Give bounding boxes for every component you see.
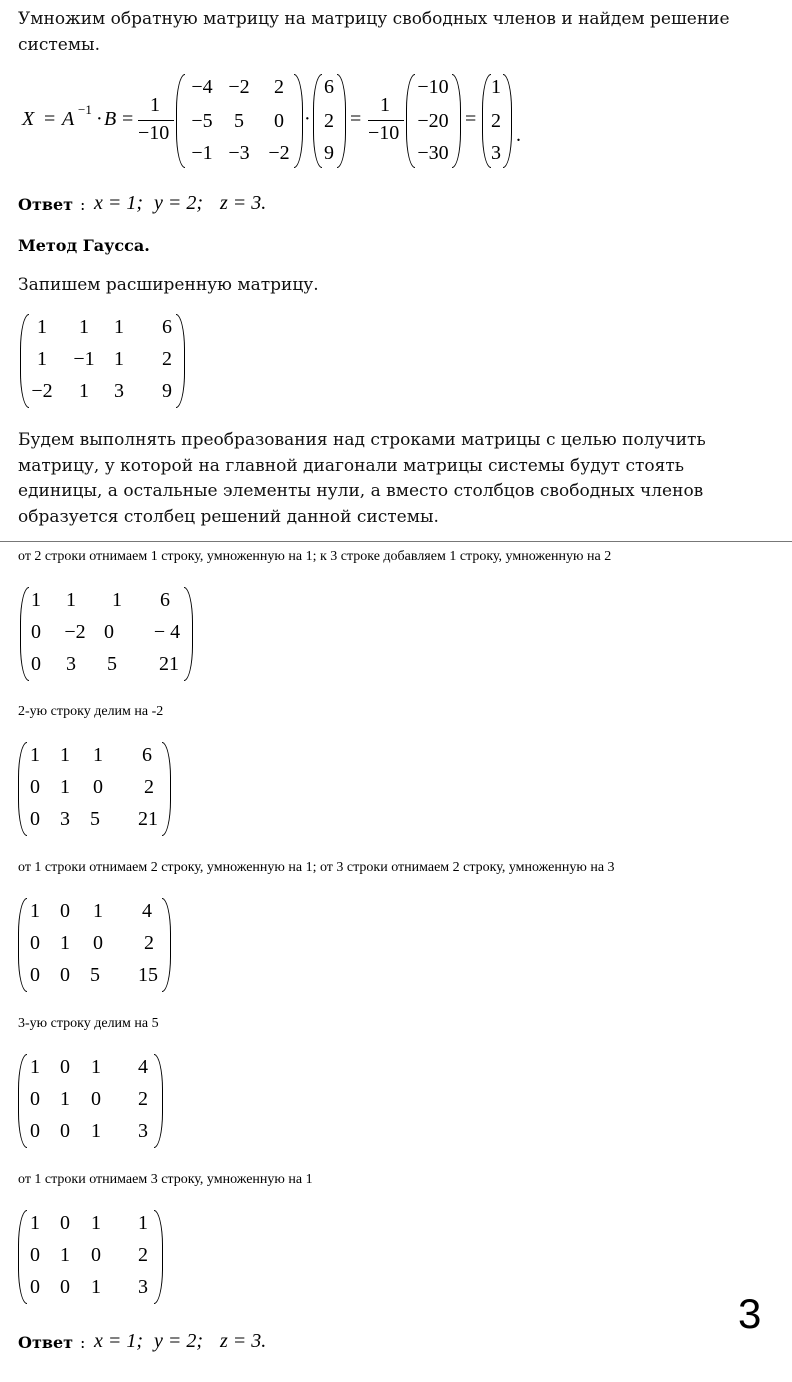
matrix-cell: 0	[60, 900, 70, 922]
matrix-cell: 15	[138, 964, 158, 986]
answer-colon: :	[80, 1333, 86, 1352]
inv-cell: −3	[228, 142, 250, 164]
gauss-method-title: Метод Гаусса.	[18, 236, 150, 255]
step-4-text: 3-ую строку делим на 5	[18, 1016, 159, 1031]
explanation-paragraph: Будем выполнять преобразования над строками матрицы с целью получить матрицу, у которой на главной диагонали матрицы системы будут стоять единицы, а остальные элементы нули, а вместо столбцов свободных членов образуется столбец решений данной системы.	[18, 430, 706, 527]
formula-dot-2: ·	[304, 108, 311, 130]
matrix-cell: 0	[30, 776, 40, 798]
matrix-cell: 1	[66, 589, 76, 611]
answer-line-1	[18, 192, 418, 220]
intro-paragraph: Умножим обратную матрицу на матрицу свободных членов и найдем решение системы.	[18, 9, 730, 55]
matrix-cell: 5	[90, 808, 100, 830]
matrix-cell: 1	[79, 316, 89, 338]
fraction-denominator-2: −10	[368, 122, 400, 144]
matrix-cell: 0	[30, 1276, 40, 1298]
matrix-cell: 3	[60, 808, 70, 830]
answer-z: z = 3.	[220, 1330, 267, 1352]
step-3-text: от 1 строки отнимаем 2 строку, умноженную на 1; от 3 строки отнимаем 2 строку, умноженную на 3	[18, 860, 615, 875]
extended-matrix-text: Запишем расширенную матрицу.	[18, 275, 319, 295]
matrix-cell: 21	[159, 653, 179, 675]
matrix-cell: 1	[60, 776, 70, 798]
matrix-cell: 1	[30, 900, 40, 922]
matrix-cell: 1	[138, 1212, 148, 1234]
matrix-cell: 6	[162, 316, 172, 338]
vector-b-cell: 6	[324, 76, 334, 98]
page-number: 3	[738, 1290, 762, 1337]
matrix-cell: 0	[60, 964, 70, 986]
matrix-cell: 3	[66, 653, 76, 675]
formula-eq-1: =	[44, 108, 56, 130]
matrix-cell: 1	[37, 348, 47, 370]
result-vector-cell: 2	[491, 110, 501, 132]
inv-cell: −2	[228, 76, 250, 98]
answer-colon: :	[80, 195, 86, 214]
matrix-cell: 0	[60, 1212, 70, 1234]
inverse-formula	[0, 70, 792, 175]
matrix-cell: 3	[114, 380, 124, 402]
matrix-cell: −1	[73, 348, 95, 370]
matrix-cell: 0	[93, 776, 103, 798]
formula-dot-1: ·	[96, 108, 103, 130]
matrix-cell: 1	[112, 589, 122, 611]
augmented-matrix-4	[16, 1052, 168, 1152]
matrix-cell: 3	[138, 1120, 148, 1142]
product-vector-cell: −20	[417, 110, 449, 132]
matrix-cell: 5	[107, 653, 117, 675]
matrix-cell: 3	[138, 1276, 148, 1298]
inv-cell: −2	[268, 142, 290, 164]
augmented-matrix-1	[18, 585, 198, 685]
formula-eq-3: =	[350, 108, 362, 130]
step-5-text: от 1 строки отнимаем 3 строку, умноженную на 1	[18, 1172, 313, 1187]
answer-label: Ответ	[18, 195, 74, 214]
page-divider	[0, 541, 792, 542]
fraction-denominator: −10	[138, 122, 170, 144]
fraction-numerator-2: 1	[380, 94, 390, 116]
formula-eq-4: =	[465, 108, 477, 130]
formula-inv-exp: −1	[78, 102, 92, 117]
matrix-cell: 1	[30, 744, 40, 766]
matrix-cell: 5	[90, 964, 100, 986]
answer-x: x = 1;	[94, 192, 144, 214]
matrix-cell: 1	[60, 1088, 70, 1110]
matrix-cell: 1	[93, 744, 103, 766]
matrix-cell: 6	[142, 744, 152, 766]
matrix-cell: 2	[144, 776, 154, 798]
matrix-cell: 4	[142, 900, 152, 922]
matrix-cell: 1	[60, 1244, 70, 1266]
product-vector-cell: −10	[417, 76, 449, 98]
formula-period: .	[516, 124, 521, 146]
matrix-cell: 21	[138, 808, 158, 830]
answer-line-2	[18, 1330, 418, 1358]
matrix-cell: 0	[30, 932, 40, 954]
formula-a: A	[62, 108, 75, 130]
matrix-cell: 0	[30, 1120, 40, 1142]
matrix-cell: 9	[162, 380, 172, 402]
answer-x: x = 1;	[94, 1330, 144, 1352]
matrix-cell: 0	[91, 1088, 101, 1110]
matrix-cell: 6	[160, 589, 170, 611]
matrix-cell: 0	[60, 1120, 70, 1142]
step-2-text: 2-ую строку делим на -2	[18, 704, 164, 719]
matrix-cell: 4	[138, 1056, 148, 1078]
product-vector-cell: −30	[417, 142, 449, 164]
inv-cell: −1	[191, 142, 213, 164]
matrix-cell: 1	[60, 932, 70, 954]
matrix-cell: 1	[91, 1120, 101, 1142]
matrix-cell: 1	[114, 316, 124, 338]
matrix-cell: −2	[64, 621, 86, 643]
result-vector-cell: 3	[491, 142, 501, 164]
augmented-matrix-5	[16, 1208, 168, 1308]
matrix-cell: 0	[31, 621, 41, 643]
matrix-cell: 0	[104, 621, 114, 643]
matrix-cell: 0	[30, 964, 40, 986]
matrix-cell: − 4	[153, 621, 181, 643]
inv-cell: 0	[274, 110, 284, 132]
matrix-cell: 1	[79, 380, 89, 402]
step-1-text: от 2 строки отнимаем 1 строку, умноженную на 1; к 3 строке добавляем 1 строку, умноженную на 2	[18, 549, 612, 564]
matrix-cell: 1	[37, 316, 47, 338]
matrix-cell: 1	[30, 1212, 40, 1234]
augmented-matrix-2	[16, 740, 176, 840]
matrix-cell: 1	[91, 1056, 101, 1078]
matrix-cell: 0	[30, 808, 40, 830]
inv-cell: −5	[191, 110, 213, 132]
vector-b-cell: 2	[324, 110, 334, 132]
matrix-cell: 0	[30, 1088, 40, 1110]
formula-eq-2: =	[122, 108, 134, 130]
matrix-cell: 1	[31, 589, 41, 611]
matrix-cell: 1	[91, 1212, 101, 1234]
matrix-cell: 0	[91, 1244, 101, 1266]
matrix-cell: 2	[162, 348, 172, 370]
matrix-cell: 2	[138, 1244, 148, 1266]
matrix-cell: 0	[30, 1244, 40, 1266]
matrix-cell: 0	[93, 932, 103, 954]
answer-z: z = 3.	[220, 192, 267, 214]
fraction-numerator: 1	[150, 94, 160, 116]
matrix-cell: 2	[144, 932, 154, 954]
matrix-cell: 1	[30, 1056, 40, 1078]
answer-label: Ответ	[18, 1333, 74, 1352]
matrix-cell: 0	[60, 1276, 70, 1298]
answer-y: y = 2;	[154, 192, 204, 214]
matrix-cell: 1	[93, 900, 103, 922]
matrix-cell: 1	[114, 348, 124, 370]
answer-y: y = 2;	[154, 1330, 204, 1352]
matrix-cell: −2	[31, 380, 53, 402]
result-vector-cell: 1	[491, 76, 501, 98]
inv-cell: 2	[274, 76, 284, 98]
matrix-cell: 0	[60, 1056, 70, 1078]
augmented-matrix-3	[16, 896, 176, 996]
inv-cell: −4	[191, 76, 213, 98]
matrix-cell: 2	[138, 1088, 148, 1110]
augmented-matrix-0	[18, 312, 190, 412]
matrix-cell: 0	[31, 653, 41, 675]
matrix-cell: 1	[60, 744, 70, 766]
formula-x: X	[22, 108, 35, 130]
vector-b-cell: 9	[324, 142, 334, 164]
formula-b: B	[104, 108, 117, 130]
inv-cell: 5	[234, 110, 244, 132]
matrix-cell: 1	[91, 1276, 101, 1298]
